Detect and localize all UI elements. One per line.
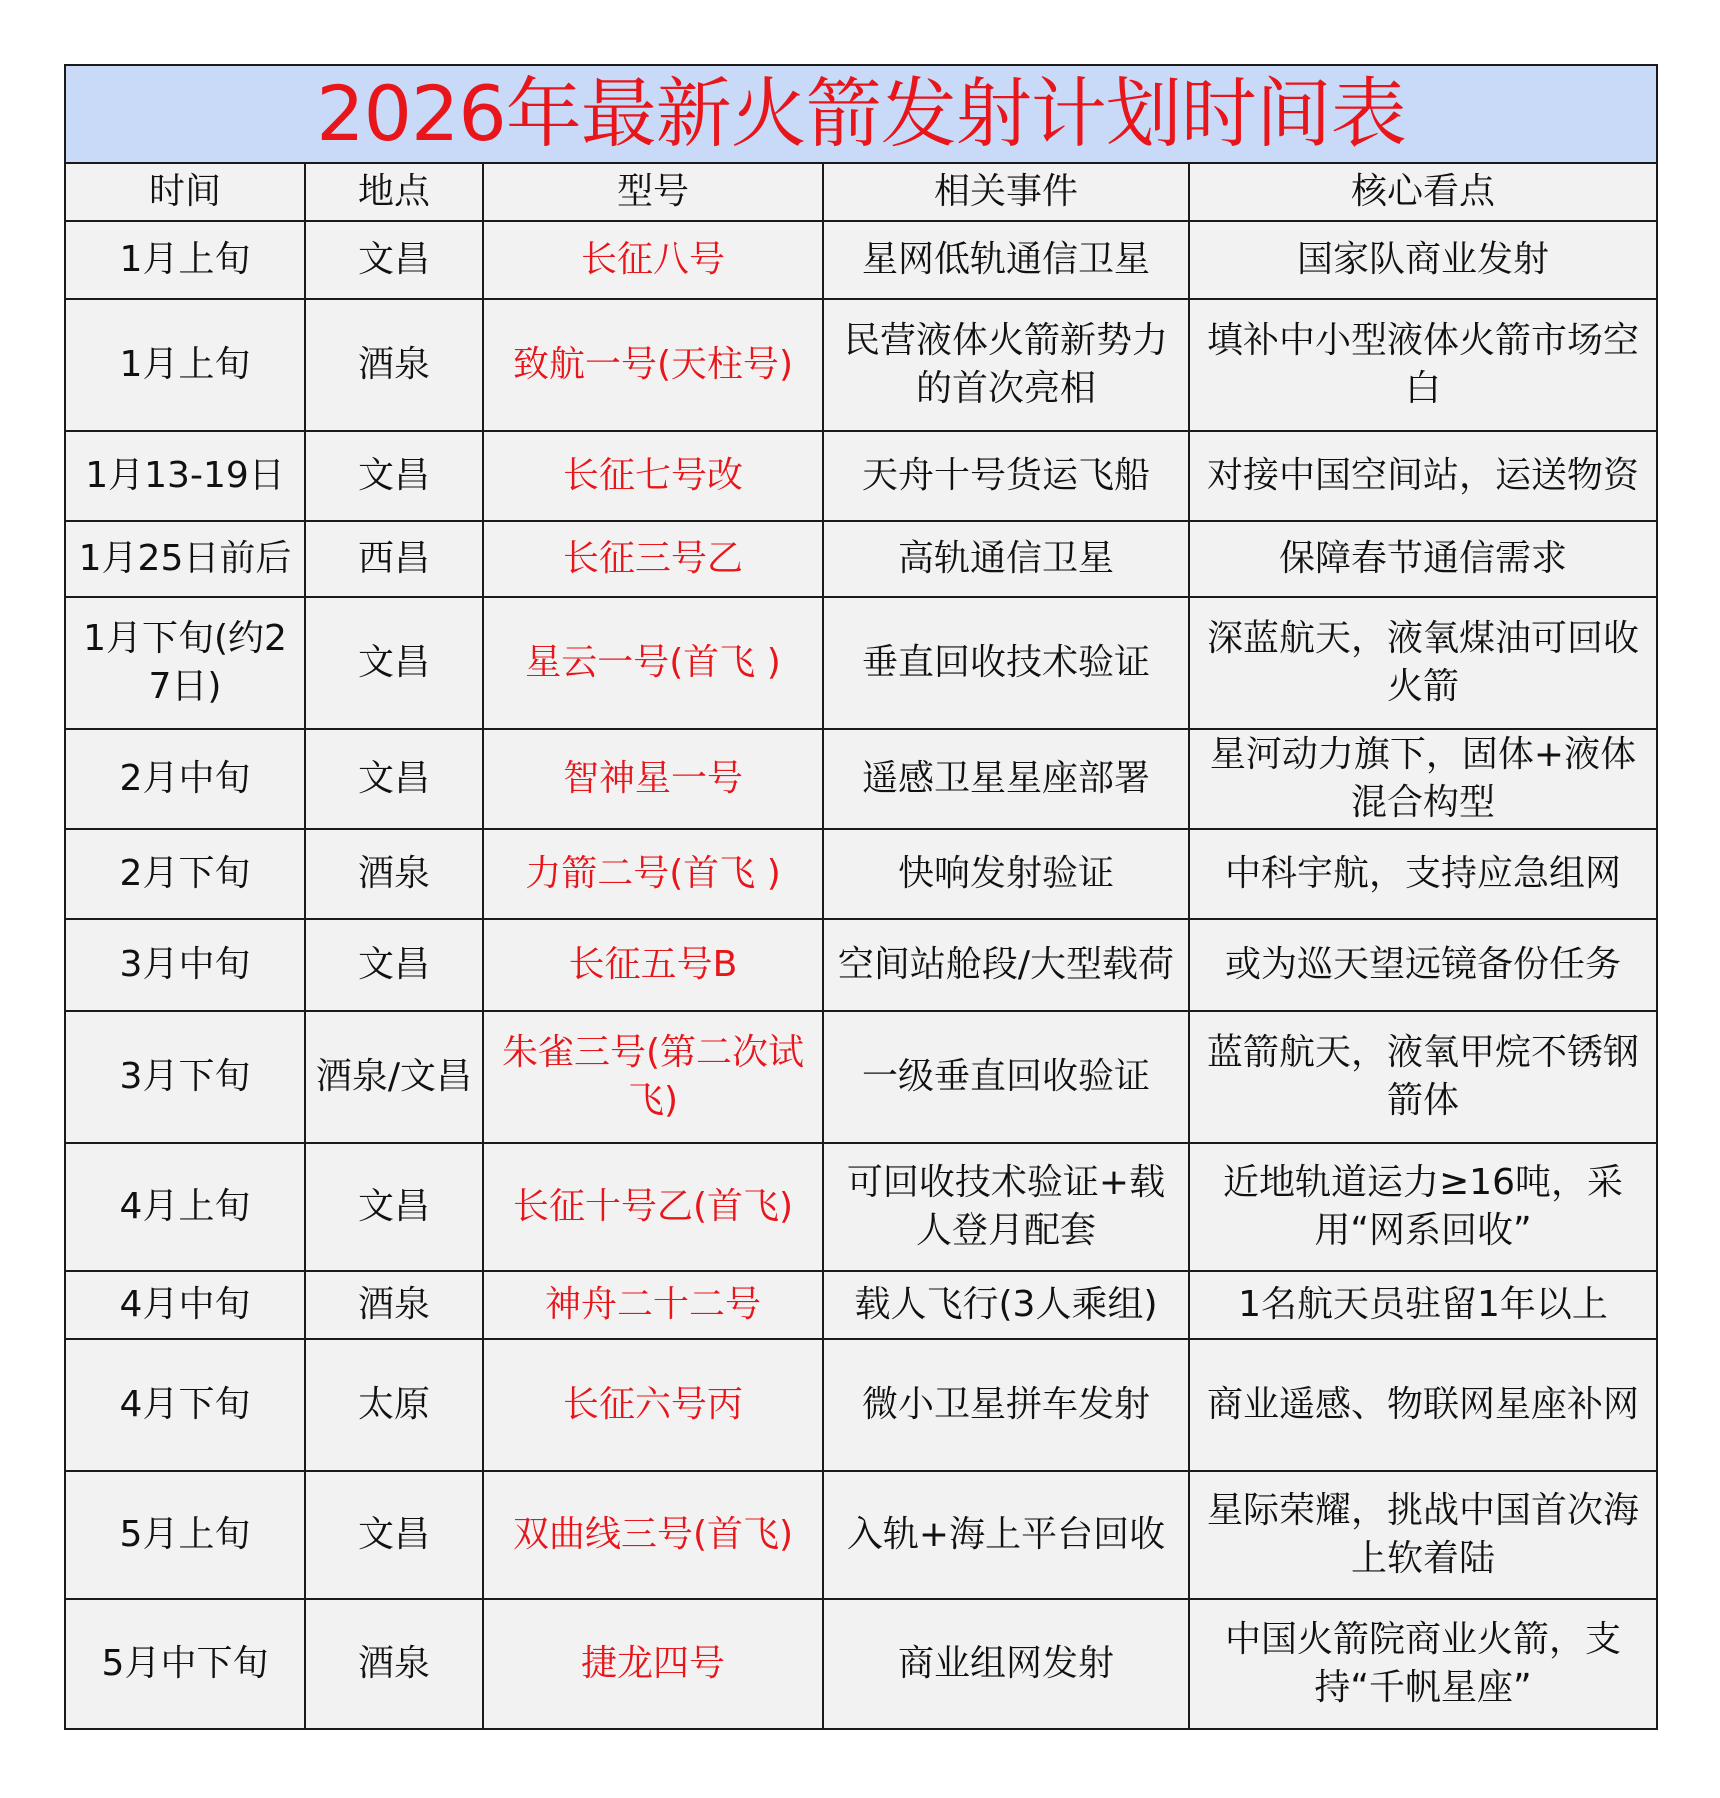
model-cell: 朱雀三号(第二次试飞) — [483, 1011, 823, 1143]
model-cell: 致航一号(天柱号) — [483, 299, 823, 431]
highlight-cell: 填补中小型液体火箭市场空白 — [1189, 299, 1657, 431]
table-row — [65, 221, 1657, 299]
site-cell: 文昌 — [305, 221, 483, 299]
highlight-cell: 国家队商业发射 — [1189, 221, 1657, 299]
event-cell: 载人飞行(3人乘组) — [823, 1271, 1189, 1339]
event-cell: 遥感卫星星座部署 — [823, 729, 1189, 829]
header-model: 型号 — [483, 163, 823, 221]
header-highlight: 核心看点 — [1189, 163, 1657, 221]
time-cell: 1月13-19日 — [65, 431, 305, 521]
site-cell: 文昌 — [305, 1143, 483, 1271]
model-cell: 长征六号丙 — [483, 1339, 823, 1471]
time-cell: 1月下旬(约27日) — [65, 597, 305, 729]
header-time: 时间 — [65, 163, 305, 221]
header-row — [65, 163, 1657, 221]
table-row — [65, 1599, 1657, 1729]
header-event: 相关事件 — [823, 163, 1189, 221]
site-cell: 文昌 — [305, 1471, 483, 1599]
event-cell: 垂直回收技术验证 — [823, 597, 1189, 729]
model-cell: 星云一号(首飞 ) — [483, 597, 823, 729]
site-cell: 文昌 — [305, 431, 483, 521]
time-cell: 3月下旬 — [65, 1011, 305, 1143]
table-row — [65, 829, 1657, 919]
model-cell: 长征五号B — [483, 919, 823, 1011]
model-cell: 双曲线三号(首飞) — [483, 1471, 823, 1599]
model-cell: 捷龙四号 — [483, 1599, 823, 1729]
highlight-cell: 近地轨道运力≥16吨，采用“网系回收” — [1189, 1143, 1657, 1271]
table-title: 2026年最新火箭发射计划时间表 — [65, 65, 1657, 163]
event-cell: 空间站舱段/大型载荷 — [823, 919, 1189, 1011]
time-cell: 4月下旬 — [65, 1339, 305, 1471]
time-cell: 2月下旬 — [65, 829, 305, 919]
site-cell: 酒泉/文昌 — [305, 1011, 483, 1143]
highlight-cell: 对接中国空间站，运送物资 — [1189, 431, 1657, 521]
site-cell: 酒泉 — [305, 1599, 483, 1729]
table-row — [65, 1143, 1657, 1271]
model-cell: 神舟二十二号 — [483, 1271, 823, 1339]
launch-schedule-sheet — [64, 64, 1656, 1730]
site-cell: 文昌 — [305, 729, 483, 829]
highlight-cell: 中科宇航，支持应急组网 — [1189, 829, 1657, 919]
event-cell: 民营液体火箭新势力的首次亮相 — [823, 299, 1189, 431]
table-row — [65, 299, 1657, 431]
model-cell: 长征七号改 — [483, 431, 823, 521]
model-cell: 长征三号乙 — [483, 521, 823, 597]
highlight-cell: 星河动力旗下，固体+液体混合构型 — [1189, 729, 1657, 829]
event-cell: 入轨+海上平台回收 — [823, 1471, 1189, 1599]
launch-schedule-table — [64, 64, 1658, 1730]
event-cell: 高轨通信卫星 — [823, 521, 1189, 597]
table-row — [65, 597, 1657, 729]
title-row — [65, 65, 1657, 163]
highlight-cell: 中国火箭院商业火箭，支持“千帆星座” — [1189, 1599, 1657, 1729]
time-cell: 5月上旬 — [65, 1471, 305, 1599]
time-cell: 2月中旬 — [65, 729, 305, 829]
time-cell: 1月上旬 — [65, 299, 305, 431]
site-cell: 太原 — [305, 1339, 483, 1471]
time-cell: 4月上旬 — [65, 1143, 305, 1271]
highlight-cell: 蓝箭航天，液氧甲烷不锈钢箭体 — [1189, 1011, 1657, 1143]
event-cell: 快响发射验证 — [823, 829, 1189, 919]
time-cell: 4月中旬 — [65, 1271, 305, 1339]
highlight-cell: 1名航天员驻留1年以上 — [1189, 1271, 1657, 1339]
time-cell: 1月25日前后 — [65, 521, 305, 597]
highlight-cell: 或为巡天望远镜备份任务 — [1189, 919, 1657, 1011]
schedule-body — [65, 221, 1657, 1729]
site-cell: 文昌 — [305, 919, 483, 1011]
highlight-cell: 保障春节通信需求 — [1189, 521, 1657, 597]
highlight-cell: 商业遥感、物联网星座补网 — [1189, 1339, 1657, 1471]
table-row — [65, 431, 1657, 521]
time-cell: 5月中下旬 — [65, 1599, 305, 1729]
model-cell: 长征十号乙(首飞) — [483, 1143, 823, 1271]
table-row — [65, 521, 1657, 597]
model-cell: 力箭二号(首飞 ) — [483, 829, 823, 919]
event-cell: 星网低轨通信卫星 — [823, 221, 1189, 299]
model-cell: 长征八号 — [483, 221, 823, 299]
event-cell: 天舟十号货运飞船 — [823, 431, 1189, 521]
time-cell: 1月上旬 — [65, 221, 305, 299]
site-cell: 文昌 — [305, 597, 483, 729]
site-cell: 酒泉 — [305, 829, 483, 919]
event-cell: 可回收技术验证+载人登月配套 — [823, 1143, 1189, 1271]
event-cell: 一级垂直回收验证 — [823, 1011, 1189, 1143]
highlight-cell: 深蓝航天，液氧煤油可回收火箭 — [1189, 597, 1657, 729]
table-row — [65, 919, 1657, 1011]
site-cell: 西昌 — [305, 521, 483, 597]
table-row — [65, 1011, 1657, 1143]
highlight-cell: 星际荣耀，挑战中国首次海上软着陆 — [1189, 1471, 1657, 1599]
event-cell: 商业组网发射 — [823, 1599, 1189, 1729]
event-cell: 微小卫星拼车发射 — [823, 1339, 1189, 1471]
header-site: 地点 — [305, 163, 483, 221]
table-row — [65, 729, 1657, 829]
table-row — [65, 1339, 1657, 1471]
table-row — [65, 1271, 1657, 1339]
table-row — [65, 1471, 1657, 1599]
model-cell: 智神星一号 — [483, 729, 823, 829]
site-cell: 酒泉 — [305, 299, 483, 431]
site-cell: 酒泉 — [305, 1271, 483, 1339]
time-cell: 3月中旬 — [65, 919, 305, 1011]
